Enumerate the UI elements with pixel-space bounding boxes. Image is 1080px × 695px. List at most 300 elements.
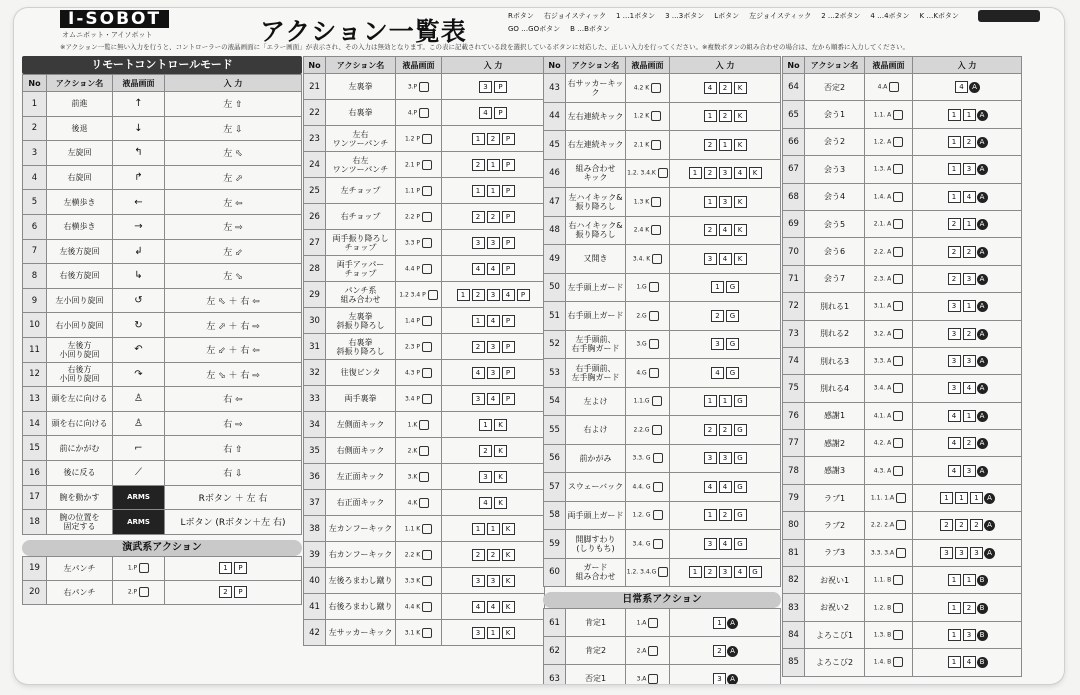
key-p: P (502, 159, 515, 171)
lcd-code: 2.1. A (873, 220, 892, 228)
key-k: K (734, 253, 747, 265)
row-number: 65 (783, 101, 805, 128)
key-3: 3 (963, 163, 976, 175)
lcd-pose-icon (653, 539, 663, 549)
key-1: 1 (948, 602, 961, 614)
lcd-code: 1.2. B (873, 604, 892, 612)
lcd-code: 3.A (636, 675, 647, 682)
lcd-pose-icon (422, 342, 432, 352)
lcd-display (626, 74, 670, 103)
direction-icon: ↱ (113, 165, 165, 190)
row-number: 32 (304, 360, 326, 386)
key-1: 1 (487, 627, 500, 639)
input-keys (442, 230, 545, 256)
key-p: P (502, 185, 515, 197)
column-kick-guard (543, 56, 781, 684)
table-row (783, 265, 1022, 292)
legend-item: 1 …1ボタン (615, 12, 656, 20)
key-2: 2 (472, 159, 485, 171)
table-row (304, 620, 545, 646)
lcd-display (626, 558, 670, 587)
lcd-pose-icon (422, 186, 432, 196)
action-name: 右パンチ (47, 580, 113, 604)
action-name: 別れる1 (805, 293, 865, 320)
row-number: 11 (23, 337, 47, 362)
lcd-pose-icon (422, 628, 432, 638)
key-1: 1 (940, 492, 953, 504)
stick-input: 左 ⬂ ＋ 右 ⇨ (165, 362, 302, 387)
input-keys (670, 273, 781, 302)
key-3: 3 (963, 465, 976, 477)
key-1: 1 (963, 574, 976, 586)
key-k: K (734, 110, 747, 122)
row-number: 34 (304, 412, 326, 438)
input-keys (913, 457, 1022, 484)
end-a-icon: A (977, 301, 988, 312)
key-2: 2 (940, 519, 953, 531)
lcd-display (396, 230, 442, 256)
table-row (783, 375, 1022, 402)
input-keys (442, 464, 545, 490)
direction-icon: ARMS (113, 510, 165, 535)
page-title: アクション一覧表 (260, 17, 467, 46)
table-row (544, 273, 781, 302)
table-row (23, 436, 302, 461)
end-a-icon: A (969, 82, 980, 93)
table-row (23, 460, 302, 485)
lcd-code: 3.G (636, 340, 647, 348)
lcd-pose-icon (893, 383, 903, 393)
th-input: 入 力 (442, 57, 545, 74)
lcd-code: 3.3 P (404, 239, 421, 246)
row-number: 84 (783, 621, 805, 648)
lcd-code: 3.2. A (873, 330, 892, 338)
table-row (304, 100, 545, 126)
row-number: 1 (23, 92, 47, 117)
lcd-code: 3.3. 3.A (870, 549, 895, 557)
direction-icon: ↳ (113, 264, 165, 289)
table-row (23, 116, 302, 141)
key-2: 2 (472, 549, 485, 561)
lcd-code: 1.1 P (404, 187, 421, 194)
lcd-code: 2.2 P (404, 213, 421, 220)
lcd-display (865, 512, 913, 539)
stick-input: 左 ⬀ ＋ 右 ⇨ (165, 313, 302, 338)
lcd-display (865, 101, 913, 128)
key-g: G (734, 395, 747, 407)
input-keys (670, 530, 781, 559)
action-name: 別れる2 (805, 320, 865, 347)
direction-icon: ⌐ (113, 436, 165, 461)
table-row (544, 637, 781, 665)
input-keys (913, 320, 1022, 347)
table-row (544, 102, 781, 131)
legend-item: 2 …2ボタン (821, 12, 861, 20)
row-number: 33 (304, 386, 326, 412)
table-row (544, 473, 781, 502)
input-keys (913, 567, 1022, 594)
lcd-code: 1.1. 1.A (870, 494, 895, 502)
lcd-display (626, 102, 670, 131)
key-3: 3 (970, 547, 983, 559)
key-4: 4 (711, 367, 724, 379)
legend-item: 3 …3ボタン (665, 12, 705, 20)
input-keys (165, 556, 302, 580)
lcd-pose-icon (422, 134, 432, 144)
action-name: パンチ系 組み合わせ (326, 282, 396, 308)
lcd-pose-icon (893, 411, 903, 421)
key-1: 1 (948, 109, 961, 121)
input-keys (913, 621, 1022, 648)
lcd-pose-icon (893, 657, 903, 667)
end-a-icon: A (977, 192, 988, 203)
key-4: 4 (479, 107, 492, 119)
lcd-pose-icon (893, 164, 903, 174)
input-keys (913, 293, 1022, 320)
key-3: 3 (704, 253, 717, 265)
lcd-code: 1.1. B (873, 576, 892, 584)
column-daily (782, 56, 1022, 677)
action-name: 両手裏拳 (326, 386, 396, 412)
row-number: 12 (23, 362, 47, 387)
key-3: 3 (487, 289, 500, 301)
th-name: アクション名 (805, 57, 865, 74)
input-keys (913, 74, 1022, 101)
row-number: 57 (544, 473, 566, 502)
action-name: 両手アッパー チョップ (326, 256, 396, 282)
direction-icon: ↷ (113, 362, 165, 387)
row-number: 74 (783, 347, 805, 374)
table-row (304, 464, 545, 490)
lcd-pose-icon (893, 301, 903, 311)
stick-input: 右 ⇨ (165, 411, 302, 436)
row-number: 58 (544, 501, 566, 530)
input-keys (442, 204, 545, 230)
lcd-display (865, 320, 913, 347)
key-2: 2 (963, 602, 976, 614)
input-keys (670, 159, 781, 188)
lcd-display (865, 484, 913, 511)
end-b-icon: B (977, 630, 988, 641)
lcd-display (865, 457, 913, 484)
key-3: 3 (711, 338, 724, 350)
table-row (783, 210, 1022, 237)
end-a-icon: A (977, 274, 988, 285)
key-3: 3 (479, 471, 492, 483)
row-number: 51 (544, 302, 566, 331)
direction-icon: ↶ (113, 337, 165, 362)
end-a-icon: A (977, 356, 988, 367)
table-row (23, 337, 302, 362)
action-name: 肯定1 (566, 609, 626, 637)
lcd-code: 2.3. A (873, 275, 892, 283)
input-keys (442, 386, 545, 412)
row-number: 55 (544, 416, 566, 445)
lcd-code: 2.2. A (873, 248, 892, 256)
lcd-code: 1.A (636, 619, 647, 626)
lcd-display (396, 412, 442, 438)
martial-table-b (303, 56, 545, 646)
table-row (304, 152, 545, 178)
isobot-logo: I-SOBOT (60, 10, 169, 28)
action-name: 会う1 (805, 101, 865, 128)
lcd-pose-icon (651, 111, 661, 121)
input-keys (913, 101, 1022, 128)
lcd-display (626, 273, 670, 302)
action-name: 左横歩き (47, 190, 113, 215)
lcd-code: 4.A (877, 83, 888, 91)
stick-input: 右 ⇩ (165, 460, 302, 485)
key-1: 1 (719, 139, 732, 151)
key-4: 4 (948, 410, 961, 422)
key-3: 3 (479, 81, 492, 93)
key-3: 3 (955, 547, 968, 559)
lcd-display (865, 402, 913, 429)
lcd-code: 1.2 K (633, 112, 650, 120)
action-name: 右側面キック (326, 438, 396, 464)
lcd-code: 3.4. K (632, 255, 651, 263)
input-keys (442, 360, 545, 386)
key-4: 4 (955, 81, 968, 93)
action-name: 否定1 (566, 665, 626, 685)
end-a-icon: A (727, 646, 738, 657)
lcd-display (113, 556, 165, 580)
table-row (783, 430, 1022, 457)
lcd-display (626, 216, 670, 245)
key-4: 4 (704, 82, 717, 94)
action-name: お祝い1 (805, 567, 865, 594)
key-k: K (734, 224, 747, 236)
key-p: P (502, 315, 515, 327)
lcd-code: 2.2.G (633, 426, 650, 434)
key-3: 3 (719, 196, 732, 208)
end-a-icon: A (977, 466, 988, 477)
action-name: 右裏拳 斜振り降ろし (326, 334, 396, 360)
end-a-icon: A (727, 674, 738, 685)
lcd-code: 1.3 K (633, 198, 650, 206)
row-number: 7 (23, 239, 47, 264)
end-a-icon: A (977, 383, 988, 394)
action-name: 左カンフーキック (326, 516, 396, 542)
lcd-pose-icon (653, 453, 663, 463)
key-1: 1 (963, 218, 976, 230)
lcd-code: 2.P (127, 588, 138, 596)
legend-item: 右ジョイスティック (543, 12, 606, 20)
th-no: No (783, 57, 805, 74)
input-keys (670, 188, 781, 217)
lcd-display (396, 360, 442, 386)
action-name: 左裏拳 (326, 74, 396, 100)
row-number: 62 (544, 637, 566, 665)
lcd-display (396, 74, 442, 100)
th-input: 入 力 (670, 57, 781, 74)
row-number: 5 (23, 190, 47, 215)
input-keys (442, 438, 545, 464)
row-number: 16 (23, 460, 47, 485)
key-4: 4 (963, 191, 976, 203)
lcd-pose-icon (422, 576, 432, 586)
lcd-pose-icon (893, 329, 903, 339)
table-row (544, 188, 781, 217)
action-name: お祝い2 (805, 594, 865, 621)
row-number: 43 (544, 74, 566, 103)
legend-item: 4 …4ボタン (870, 12, 910, 20)
lcd-display (626, 245, 670, 274)
key-1: 1 (487, 523, 500, 535)
input-keys (670, 330, 781, 359)
key-4: 4 (472, 367, 485, 379)
action-name: 左裏拳 斜振り降ろし (326, 308, 396, 334)
lcd-code: 2.4 K (633, 226, 650, 234)
key-g: G (726, 310, 739, 322)
end-a-icon: A (977, 411, 988, 422)
action-name: 右手頭前、 左手胸ガード (566, 359, 626, 388)
row-number: 50 (544, 273, 566, 302)
table-row (304, 178, 545, 204)
input-keys (442, 282, 545, 308)
button-legend (508, 11, 978, 34)
lcd-display (396, 568, 442, 594)
table-row (783, 128, 1022, 155)
table-row (783, 101, 1022, 128)
table-row (23, 362, 302, 387)
key-4: 4 (963, 382, 976, 394)
action-name: 左後方旋回 (47, 239, 113, 264)
key-k: K (502, 549, 515, 561)
lcd-pose-icon (419, 472, 429, 482)
table-row (304, 360, 545, 386)
kick-guard-table (543, 56, 781, 587)
lcd-code: 4.3 P (404, 369, 421, 376)
action-name: 否定2 (805, 74, 865, 101)
key-4: 4 (734, 167, 747, 179)
action-name: 右旋回 (47, 165, 113, 190)
lcd-code: 1.4 P (404, 317, 421, 324)
action-name: 右裏拳 (326, 100, 396, 126)
row-number: 80 (783, 512, 805, 539)
action-name: 別れる4 (805, 375, 865, 402)
table-row (23, 141, 302, 166)
lcd-display (396, 126, 442, 152)
row-number: 60 (544, 558, 566, 587)
table-row (23, 556, 302, 580)
input-keys (165, 580, 302, 604)
key-g: G (726, 367, 739, 379)
lcd-code: 4.1. A (873, 412, 892, 420)
key-p: P (517, 289, 530, 301)
lcd-display (626, 473, 670, 502)
th-name: アクション名 (47, 75, 113, 92)
key-p: P (502, 341, 515, 353)
key-3: 3 (487, 575, 500, 587)
input-keys (442, 100, 545, 126)
action-name: 後退 (47, 116, 113, 141)
end-a-icon: A (984, 548, 995, 559)
key-3: 3 (948, 382, 961, 394)
table-row (544, 665, 781, 685)
row-number: 22 (304, 100, 326, 126)
th-lcd: 液晶画面 (626, 57, 670, 74)
key-1: 1 (963, 109, 976, 121)
table-row (23, 165, 302, 190)
input-keys (670, 216, 781, 245)
stick-input: 左 ⬃ (165, 239, 302, 264)
key-2: 2 (472, 341, 485, 353)
action-name: 右横歩き (47, 214, 113, 239)
stick-input: 左 ⇦ (165, 190, 302, 215)
lcd-code: 2.1 P (404, 161, 421, 168)
row-number: 66 (783, 128, 805, 155)
table-row (783, 238, 1022, 265)
lcd-pose-icon (653, 482, 663, 492)
lcd-code: 1.2. A (873, 138, 892, 146)
input-keys (913, 128, 1022, 155)
key-p: P (502, 367, 515, 379)
key-g: G (734, 481, 747, 493)
end-a-icon: A (984, 520, 995, 531)
stick-input: 右 ⇧ (165, 436, 302, 461)
input-keys (670, 302, 781, 331)
key-p: P (502, 133, 515, 145)
action-name: 左ハイキック& 振り降ろし (566, 188, 626, 217)
lcd-pose-icon (651, 197, 661, 207)
row-number: 59 (544, 530, 566, 559)
table-row (544, 359, 781, 388)
row-number: 52 (544, 330, 566, 359)
key-1: 1 (963, 300, 976, 312)
row-number: 31 (304, 334, 326, 360)
row-number: 48 (544, 216, 566, 245)
key-3: 3 (487, 367, 500, 379)
table-row (783, 621, 1022, 648)
key-2: 2 (487, 211, 500, 223)
lcd-code: 4.2 K (633, 84, 650, 92)
table-row (783, 512, 1022, 539)
action-name: 左旋回 (47, 141, 113, 166)
key-2: 2 (719, 82, 732, 94)
key-1: 1 (963, 410, 976, 422)
lcd-pose-icon (889, 82, 899, 92)
lcd-display (626, 188, 670, 217)
lcd-code: 1.4. B (873, 658, 892, 666)
row-number: 85 (783, 649, 805, 676)
key-1: 1 (948, 629, 961, 641)
key-p: P (502, 211, 515, 223)
lcd-pose-icon (649, 368, 659, 378)
lcd-display (865, 128, 913, 155)
action-name: 頭を右に向ける (47, 411, 113, 436)
lcd-code: 4.P (407, 109, 418, 116)
key-p: P (502, 393, 515, 405)
column-remote (22, 56, 302, 605)
lcd-code: 4.K (407, 499, 418, 506)
th-name: アクション名 (326, 57, 396, 74)
key-g: G (734, 452, 747, 464)
lcd-display (626, 609, 670, 637)
key-2: 2 (719, 424, 732, 436)
lcd-pose-icon (419, 108, 429, 118)
key-3: 3 (719, 452, 732, 464)
lcd-display (396, 204, 442, 230)
action-name: 左右連続キック (566, 102, 626, 131)
lcd-code: 3.4. A (873, 384, 892, 392)
action-name: 又開き (566, 245, 626, 274)
table-row (783, 594, 1022, 621)
row-number: 25 (304, 178, 326, 204)
table-row (783, 320, 1022, 347)
row-number: 9 (23, 288, 47, 313)
key-p: P (502, 263, 515, 275)
